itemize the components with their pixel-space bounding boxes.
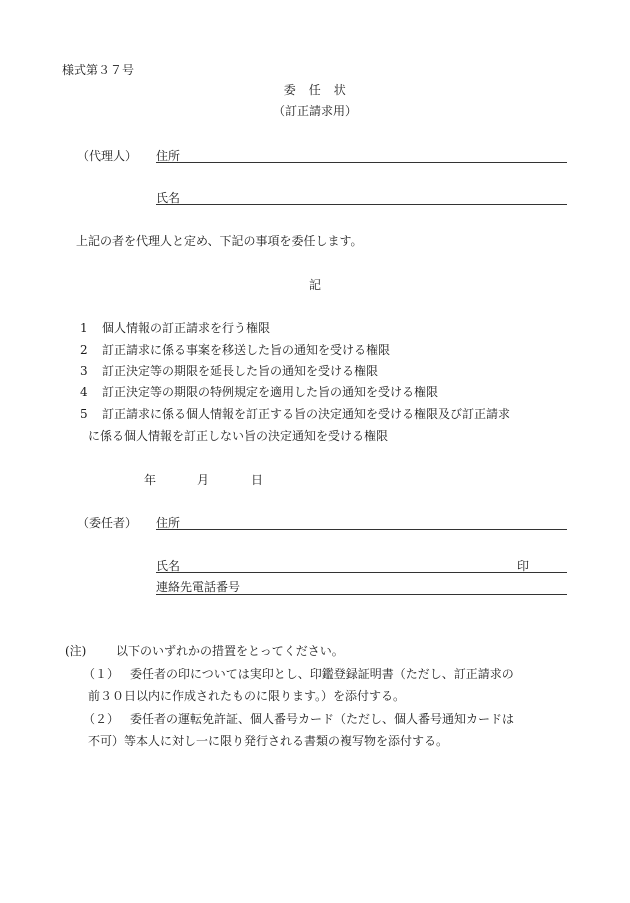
item-text: 訂正決定等の期限の特例規定を適用した旨の通知を受ける権限: [102, 385, 439, 399]
agent-address-label: 住所: [156, 149, 181, 163]
document-title: 委 任 状: [283, 83, 347, 97]
document-subtitle: （訂正請求用）: [272, 104, 357, 118]
item-number: 1: [80, 321, 88, 335]
note-entry-number: （１）: [83, 667, 120, 681]
agent-name-label: 氏名: [156, 191, 181, 205]
principal-phone-field[interactable]: [156, 578, 567, 595]
principal-name-label: 氏名: [156, 559, 181, 573]
principal-address-field[interactable]: [156, 513, 567, 530]
agent-label: （代理人）: [77, 149, 138, 163]
note-entry-line: 委任者の運転免許証、個人番号カード（ただし、個人番号通知カードは: [130, 712, 515, 726]
note-entry-line: 委任者の印については実印とし、印鑑登録証明書（ただし、訂正請求の: [130, 667, 514, 681]
agent-name-field[interactable]: [156, 188, 567, 205]
date-month-label: 月: [197, 473, 210, 487]
agent-address-field[interactable]: [156, 146, 567, 163]
item-text: 訂正決定等の期限を延長した旨の通知を受ける権限: [102, 364, 379, 378]
note-label: (注): [65, 644, 87, 658]
item-number: 5: [80, 407, 88, 421]
principal-phone-label: 連絡先電話番号: [156, 580, 241, 594]
item-number: 2: [80, 343, 88, 357]
item-text: 訂正請求に係る個人情報を訂正する旨の決定通知を受ける権限及び訂正請求: [102, 407, 511, 421]
principal-name-field[interactable]: [156, 556, 567, 573]
item-text: 個人情報の訂正請求を行う権限: [102, 321, 271, 335]
principal-label: （委任者）: [77, 516, 138, 530]
delegation-statement: 上記の者を代理人と定め、下記の事項を委任します。: [76, 234, 363, 248]
item-number: 3: [80, 364, 88, 378]
note-entry-line: 不可）等本人に対し一に限り発行される書類の複写物を添付する。: [88, 734, 449, 748]
note-intro: 以下のいずれかの措置をとってください。: [116, 644, 344, 658]
date-day-label: 日: [251, 473, 264, 487]
date-year-label: 年: [144, 473, 157, 487]
ki-heading: 記: [308, 278, 321, 292]
item-number: 4: [80, 385, 88, 399]
item-text-continuation: に係る個人情報を訂正しない旨の決定通知を受ける権限: [88, 429, 389, 443]
note-entry-number: （２）: [83, 712, 120, 726]
principal-address-label: 住所: [156, 516, 181, 530]
seal-mark: 印: [517, 559, 530, 573]
note-entry-line: 前３０日以内に作成されたものに限ります。）を添付する。: [88, 689, 406, 703]
form-number: 様式第３７号: [62, 63, 135, 77]
item-text: 訂正請求に係る事案を移送した旨の通知を受ける権限: [102, 343, 391, 357]
